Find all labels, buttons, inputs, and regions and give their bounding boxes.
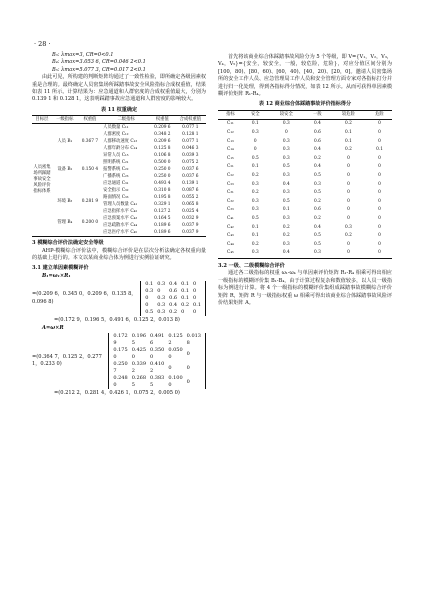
score-cell: 0.2: [313, 215, 321, 221]
secondary-indicator-cell: 广播系统 C₂₃: [103, 174, 129, 180]
matrix-cell: 0: [193, 295, 197, 302]
table-11-header-cell: 一级指标: [56, 117, 74, 123]
table-row: [32, 194, 206, 201]
matrix-r-table: [111, 333, 203, 389]
secondary-indicator-cell: 应急预案水平 C₄₃: [103, 216, 138, 222]
table-11-header-cell: 目标层: [35, 117, 49, 123]
combined-weight-cell: 0.139 1: [182, 181, 199, 187]
combined-weight-cell: 0.037 9: [182, 230, 199, 236]
target-layer-cell: 人员密集场所踩踏事故安全风险评价指标体系: [33, 165, 51, 195]
table-row: [218, 163, 392, 172]
score-cell: 0.6: [313, 207, 321, 213]
table-row: [218, 232, 392, 241]
score-cell: 0.3: [251, 198, 259, 204]
secondary-weight-cell: 0.500 0: [154, 160, 171, 166]
score-cell: 0.1: [345, 138, 352, 144]
score-cell: 0: [378, 215, 381, 221]
score-cell: 0: [253, 138, 257, 144]
matrix-2-prefix: =(0.364 7，0.125 2，0.277 1，0.233 0): [32, 353, 102, 368]
score-cell: 0: [347, 207, 350, 213]
table-row: [32, 159, 206, 166]
matrix-cell: 0.4: [169, 281, 178, 288]
secondary-weight-cell: 0.127 2: [154, 209, 171, 215]
table-row: [218, 146, 392, 155]
score-cell: 0.1: [251, 233, 259, 239]
score-cell: 0.5: [282, 198, 290, 204]
table-11-header: [32, 116, 206, 124]
score-cell: 0.3: [282, 138, 290, 144]
combined-weight-cell: 0.055 2: [182, 195, 199, 201]
score-cell: 0.1: [251, 121, 259, 127]
score-cell: 0.5: [251, 215, 259, 221]
indicator-cell: C₂₂: [227, 173, 234, 178]
secondary-indicator-cell: 异常人员 C₁₅: [103, 153, 129, 159]
secondary-weight-cell: 0.493 4: [154, 181, 171, 187]
secondary-indicator-cell: 人员数量 C₁₁: [103, 125, 129, 131]
secondary-weight-cell: 0.250 0: [154, 167, 171, 173]
section-3-2-heading: 3.2 一级、二级模糊综合评价: [218, 262, 285, 269]
primary-indicator-cell: [52, 180, 78, 194]
matrix-cell: 0.2: [169, 309, 178, 316]
matrix-cell: 0.125 2: [168, 333, 183, 347]
score-cell: 0: [378, 233, 381, 239]
section-3-heading: 3 模糊综合评价法确定安全等级: [32, 240, 104, 247]
table-12-header-cell: 危险: [375, 111, 384, 117]
score-cell: 0: [347, 155, 350, 161]
matrix-cell: 0: [168, 364, 172, 371]
matrix-cell: 0.250 7: [113, 361, 128, 375]
score-cell: 0: [378, 207, 381, 213]
score-cell: 0: [378, 121, 381, 127]
score-cell: 0: [284, 130, 288, 136]
secondary-weight-cell: 0.329 1: [154, 202, 171, 208]
matrix-cell: 0.383 5: [150, 375, 165, 389]
matrix-cell: 0.3: [157, 309, 166, 316]
combined-weight-cell: 0.037 9: [182, 223, 199, 229]
matrix-r1: [140, 281, 206, 316]
matrix-cell: 0.1: [181, 295, 190, 302]
table-11: [32, 115, 206, 237]
table-11-header-cell: 权重值: [83, 117, 97, 123]
score-cell: 0.3: [282, 190, 290, 196]
secondary-indicator-cell: 应急医疗水平 C₄₅: [103, 230, 138, 236]
combined-weight-cell: 0.037 6: [182, 167, 199, 173]
matrix-cell: 0.425 0: [131, 347, 147, 361]
score-cell: 0.4: [282, 181, 290, 187]
table-row: [218, 120, 392, 129]
score-cell: 0: [253, 147, 257, 153]
score-cell: 0: [347, 181, 350, 187]
score-cell: 0.3: [251, 250, 259, 256]
table-row: [218, 189, 392, 198]
combined-weight-cell: 0.032 9: [182, 216, 199, 222]
table-12-header-cell: 指标: [226, 111, 235, 117]
matrix-cell: 0.3: [157, 302, 166, 309]
table-row: [218, 215, 392, 224]
score-cell: 0.5: [313, 233, 321, 239]
score-cell: 0: [347, 198, 350, 204]
table-row: [32, 124, 206, 132]
table-12-header-cell: 较危险: [342, 111, 355, 117]
combined-weight-cell: 0.087 6: [182, 188, 199, 194]
score-cell: 0.1: [251, 224, 259, 230]
matrix-cell: 0.3: [145, 288, 154, 295]
table-row: [218, 249, 392, 258]
indicator-cell: C₃₂: [227, 198, 234, 204]
matrix-cell: 0: [145, 295, 149, 302]
table-12: [218, 110, 392, 259]
primary-weight-cell: 0.150 4: [81, 167, 99, 173]
score-cell: 0.5: [313, 241, 321, 247]
primary-weight-cell: [78, 180, 103, 194]
secondary-weight-cell: 0.106 8: [154, 153, 171, 159]
paragraph-fuzzy-eval: 通过各二级指标的权重 ω₁-ω₄ 与单因素评价矩阵 R₁-R₄ 相乘可得出相应一级指标的模糊评价集 B₁-B₄，由于计算过程复杂和数值较多，以人员一级指标为例进行计算。将 4 个一级指标的模糊评价集组成踩踏事故模糊综合评价矩阵 R，矩阵 R 与一级指标权重 ω 相乘可得出该商业综合体踩踏事故风险评价结果矩阵 A。: [218, 270, 392, 306]
consistency-eq-b3: B₃: λmax=3, CR=0<0.1: [52, 52, 114, 58]
secondary-indicator-cell: 应急通道 C₃₁: [103, 181, 129, 187]
secondary-indicator-cell: 路面情况 C₃₃: [103, 195, 129, 201]
table-12-body: [218, 120, 392, 259]
paragraph-ahp: AHP-模糊综合评价法中，模糊综合评价是在层次分析法确定各权重向量的基础上进行的。本文以某商业综合体为例进行实例验证研究。: [32, 247, 206, 262]
page-number: · 28 ·: [34, 40, 51, 48]
matrix-row: [143, 309, 203, 316]
score-cell: 0.2: [313, 198, 321, 204]
table-row: [218, 241, 392, 250]
score-cell: 0.2: [282, 233, 290, 239]
primary-weight-cell: 0.367 7: [81, 139, 99, 145]
combined-weight-cell: 0.046 3: [182, 146, 199, 152]
table-11-header-cell: 二级指标: [117, 117, 135, 123]
score-cell: 0.1: [251, 164, 259, 170]
secondary-indicator-cell: 安全指示 C₃₂: [103, 188, 129, 194]
score-cell: 0: [347, 241, 350, 247]
matrix-row: [111, 347, 203, 361]
indicator-cell: C₃₁: [227, 190, 234, 196]
score-cell: 0.2: [345, 233, 352, 239]
table-11-header-cell: 合成权重值: [179, 117, 202, 123]
table-row: [218, 138, 392, 147]
consistency-eq-b4: B₄: λmax=3.053 6, CR=0.046 2<0.1: [52, 59, 146, 66]
indicator-cell: C₁₃: [227, 138, 234, 144]
score-cell: 0: [378, 198, 381, 204]
table-row: [218, 172, 392, 181]
matrix-cell: 0.6: [169, 288, 178, 295]
combined-weight-cell: 0.065 8: [182, 202, 199, 208]
score-cell: 0: [347, 173, 350, 178]
score-cell: 0: [378, 173, 381, 178]
paragraph-risk-levels: 首先将该商业综合体踩踏事故风险分为 5 个等级，即 V={V₁，V₂，V₃，V₄，V₅}={安全，较安全，一般，较危险，危险}，对应分值区间分别为 [100，80)、[80，60)、[60，40)、[40，20)、[20，0]。邀请人员密集场所的安全工作人员、应急管理局工作人员和安全管理方面专家对各指标打分并进行归一化处理，得到各指标得分情况，如表 12 所示。从而可获得单因素模糊评价矩阵 R₁-R₄。: [218, 54, 392, 98]
score-cell: 0.3: [251, 130, 259, 136]
primary-indicator-cell: 设备 B₂: [57, 167, 73, 173]
combined-weight-cell: 0.077 1: [182, 139, 199, 145]
matrix-cell: 0: [181, 309, 185, 316]
secondary-indicator-cell: 管理人员数量 C₄₁: [103, 202, 138, 208]
score-cell: 0.5: [282, 164, 290, 170]
matrix-cell: 0.3: [157, 295, 166, 302]
table-row: [218, 155, 392, 164]
score-cell: 0.3: [282, 155, 290, 161]
score-cell: 0.1: [282, 207, 290, 213]
matrix-cell: 0.050 0: [168, 347, 183, 361]
score-cell: 0: [347, 164, 350, 170]
right-column: [218, 54, 392, 307]
score-cell: 0.2: [251, 241, 259, 247]
matrix-cell: 0.175 0: [113, 347, 128, 361]
secondary-indicator-cell: 应急疏散水平 C₄₄: [103, 223, 138, 229]
secondary-weight-cell: 0.189 6: [154, 230, 171, 236]
matrix-cell: 0.1: [193, 302, 201, 309]
matrix-cell: 0.1: [145, 281, 154, 288]
table-11-header-cell: 权重值: [155, 117, 169, 123]
indicator-cell: C₁₅: [227, 155, 234, 161]
indicator-cell: C₄₁: [227, 215, 234, 221]
indicator-cell: C₁₄: [227, 147, 234, 153]
matrix-cell: 0: [145, 302, 149, 309]
score-cell: 0.4: [313, 121, 321, 127]
score-cell: 0.4: [282, 250, 290, 256]
indicator-cell: C₄₅: [227, 250, 234, 256]
result-a: =(0.212 2，0.281 4，0.426 1，0.075 2，0.005 0): [54, 390, 180, 397]
matrix-cell: 0.100 0: [168, 375, 183, 389]
score-cell: 0.4: [313, 147, 321, 153]
secondary-indicator-cell: 照明系统 C₂₁: [103, 160, 129, 166]
score-cell: 0: [378, 130, 381, 136]
table-row: [218, 181, 392, 190]
matrix-1-prefix: =(0.209 6，0.345 0，0.209 6，0.135 8，0.096 8): [32, 291, 137, 305]
matrix-cell: 0: [193, 309, 197, 316]
score-cell: 0.2: [251, 190, 259, 196]
score-cell: 0.3: [282, 147, 290, 153]
score-cell: 0.2: [345, 121, 352, 127]
matrix-row: [143, 288, 203, 295]
paragraph-weights: 由此可见，所构建的判断矩阵均通过了一致性检验，即所确定各级因素权重是合理的。最终确定人员密集场所踩踏事故安全风险指标合成权重值，结果如表 11 所示。计算结果为：应急通道和人群密度的合成权重值最大，分别为 0.139 1 和 0.128 1，这表明踩踏事故应急通道和人群密度的影响较大。: [32, 74, 206, 103]
score-cell: 0.3: [282, 215, 290, 221]
score-cell: 0: [378, 155, 381, 161]
matrix-cell: 0: [186, 378, 190, 385]
secondary-indicator-cell: 报警系统 C₂₂: [103, 167, 129, 173]
score-cell: 0: [378, 190, 381, 196]
score-cell: 0.1: [376, 147, 383, 153]
equation-b1: B₁=ω₁×R₁: [42, 272, 71, 279]
matrix-equation-1: [32, 281, 206, 316]
score-cell: 0.2: [251, 173, 259, 178]
matrix-cell: 0.5: [145, 309, 154, 316]
matrix-r: [108, 333, 206, 389]
secondary-weight-cell: 0.125 8: [154, 146, 171, 152]
score-cell: 0.3: [251, 207, 259, 213]
matrix-equation-2: [32, 333, 206, 389]
matrix-cell: 0.248 0: [113, 375, 128, 389]
consistency-eq-b5: B₅: λmax=5.077 3, CR=0.017 2<0.1: [52, 66, 146, 73]
table-row: [32, 208, 206, 215]
secondary-weight-cell: 0.209 6: [154, 139, 171, 145]
secondary-indicator-cell: 人群移动速度 C₁₃: [103, 139, 138, 145]
matrix-row: [143, 295, 203, 302]
score-cell: 0.4: [313, 224, 321, 230]
score-cell: 0: [378, 250, 381, 256]
score-cell: 0.3: [282, 173, 290, 178]
table-row: [218, 224, 392, 233]
primary-indicator-cell: 环境 B₃: [57, 198, 73, 204]
matrix-row: [111, 361, 203, 375]
score-cell: 0.4: [313, 164, 321, 170]
matrix-cell: 0: [193, 288, 197, 295]
table-12-header-cell: 较安全: [279, 111, 293, 117]
table-row: [218, 206, 392, 215]
matrix-row: [143, 281, 203, 288]
indicator-cell: C₄₂: [227, 224, 234, 230]
score-cell: 0.3: [282, 241, 290, 247]
matrix-cell: 0.339 2: [131, 361, 147, 375]
indicator-cell: C₄₃: [227, 233, 234, 239]
table-12-header: [218, 110, 392, 120]
score-cell: 0: [378, 224, 381, 230]
combined-weight-cell: 0.077 1: [182, 125, 199, 131]
matrix-cell: 0.196 5: [131, 333, 147, 347]
primary-weight-cell: 0.281 9: [81, 198, 99, 204]
combined-weight-cell: 0.075 2: [182, 160, 199, 166]
matrix-cell: 0: [157, 288, 161, 295]
score-cell: 0.5: [313, 173, 321, 178]
matrix-cell: 0.172 9: [113, 333, 128, 347]
secondary-weight-cell: 0.209 6: [154, 125, 171, 131]
table-12-header-cell: 安全: [250, 111, 260, 117]
score-cell: 0.2: [313, 155, 321, 161]
secondary-indicator-cell: 人群密度 C₁₂: [103, 132, 129, 138]
matrix-cell: 0.3: [157, 281, 166, 288]
matrix-cell: 0: [186, 364, 190, 371]
score-cell: 0.5: [251, 155, 259, 161]
primary-weight-cell: 0.200 0: [81, 219, 99, 225]
score-cell: 0: [378, 181, 381, 187]
score-cell: 0: [378, 138, 381, 144]
indicator-cell: C₁₂: [227, 130, 234, 136]
matrix-cell: 0.350 0: [150, 347, 165, 361]
indicator-cell: C₄₄: [227, 241, 234, 247]
primary-indicator-cell: 人员 B₁: [57, 139, 73, 145]
indicator-cell: C₂₁: [227, 164, 234, 170]
secondary-weight-cell: 0.164 5: [154, 216, 171, 222]
secondary-weight-cell: 0.310 8: [154, 188, 171, 194]
combined-weight-cell: 0.128 1: [182, 132, 199, 138]
matrix-r1-table: [143, 281, 203, 316]
combined-weight-cell: 0.025 4: [182, 209, 199, 215]
matrix-row: [111, 375, 203, 389]
matrix-cell: 0.6: [169, 295, 178, 302]
table-11-body: [32, 124, 206, 237]
score-cell: 0.2: [282, 224, 290, 230]
table-row: [218, 129, 392, 138]
score-cell: 0.3: [282, 121, 290, 127]
matrix-cell: 0.268 5: [131, 375, 147, 389]
table-11-caption: 表 11 权重确定: [100, 106, 138, 113]
matrix-cell: 0.1: [181, 281, 190, 288]
matrix-row: [143, 302, 203, 309]
left-column: [32, 52, 206, 398]
primary-indicator-cell: 管理 B₄: [57, 219, 73, 225]
matrix-cell: 0.410 2: [150, 361, 165, 375]
matrix-cell: 0.013 8: [186, 333, 201, 347]
score-cell: 0: [378, 164, 381, 170]
table-12-header-cell: 一般: [313, 111, 322, 117]
score-cell: 0.3: [251, 181, 259, 187]
matrix-cell: 0.4: [169, 302, 178, 309]
secondary-weight-cell: 0.195 8: [154, 195, 171, 201]
indicator-cell: C₂₃: [227, 181, 234, 187]
matrix-cell: 0.1: [181, 288, 190, 295]
indicator-cell: C₁₁: [227, 121, 234, 127]
matrix-cell: 0.2: [181, 302, 190, 309]
score-cell: 0.6: [313, 130, 321, 136]
secondary-indicator-cell: 人群年龄分布 C₁₄: [103, 146, 138, 152]
matrix-cell: 0: [193, 281, 197, 288]
score-cell: 0.6: [313, 138, 321, 144]
secondary-weight-cell: 0.250 0: [154, 174, 171, 180]
secondary-indicator-cell: 应急指挥水平 C₄₂: [103, 209, 138, 215]
matrix-cell: 0.491 6: [150, 333, 165, 347]
score-cell: 0.1: [345, 130, 352, 136]
table-12-caption: 表 12 商业综合体踩踏事故评价指标得分: [258, 101, 352, 108]
combined-weight-cell: 0.037 6: [182, 174, 199, 180]
indicator-cell: C₃₃: [227, 207, 234, 213]
score-cell: 0: [347, 250, 350, 256]
table-row: [218, 198, 392, 207]
combined-weight-cell: 0.039 3: [182, 153, 199, 159]
matrix-row: [111, 333, 203, 347]
score-cell: 0.2: [345, 147, 352, 153]
equation-a: A=ω×R: [42, 324, 64, 331]
section-3-1-heading: 3.1 建立单因素模糊评价: [32, 265, 89, 272]
result-b1: =(0.172 9，0.196 5，0.491 6，0.125 2，0.013 8): [54, 317, 180, 324]
secondary-weight-cell: 0.348 2: [154, 132, 171, 138]
score-cell: 0: [378, 241, 381, 247]
score-cell: 0.3: [313, 181, 321, 187]
score-cell: 0.3: [345, 224, 352, 230]
score-cell: 0: [347, 215, 350, 221]
score-cell: 0: [347, 190, 350, 196]
matrix-cell: 0: [186, 350, 190, 357]
score-cell: 0.5: [313, 190, 321, 196]
score-cell: 0.3: [313, 250, 321, 256]
table-row: [32, 180, 206, 187]
secondary-weight-cell: 0.189 6: [154, 223, 171, 229]
